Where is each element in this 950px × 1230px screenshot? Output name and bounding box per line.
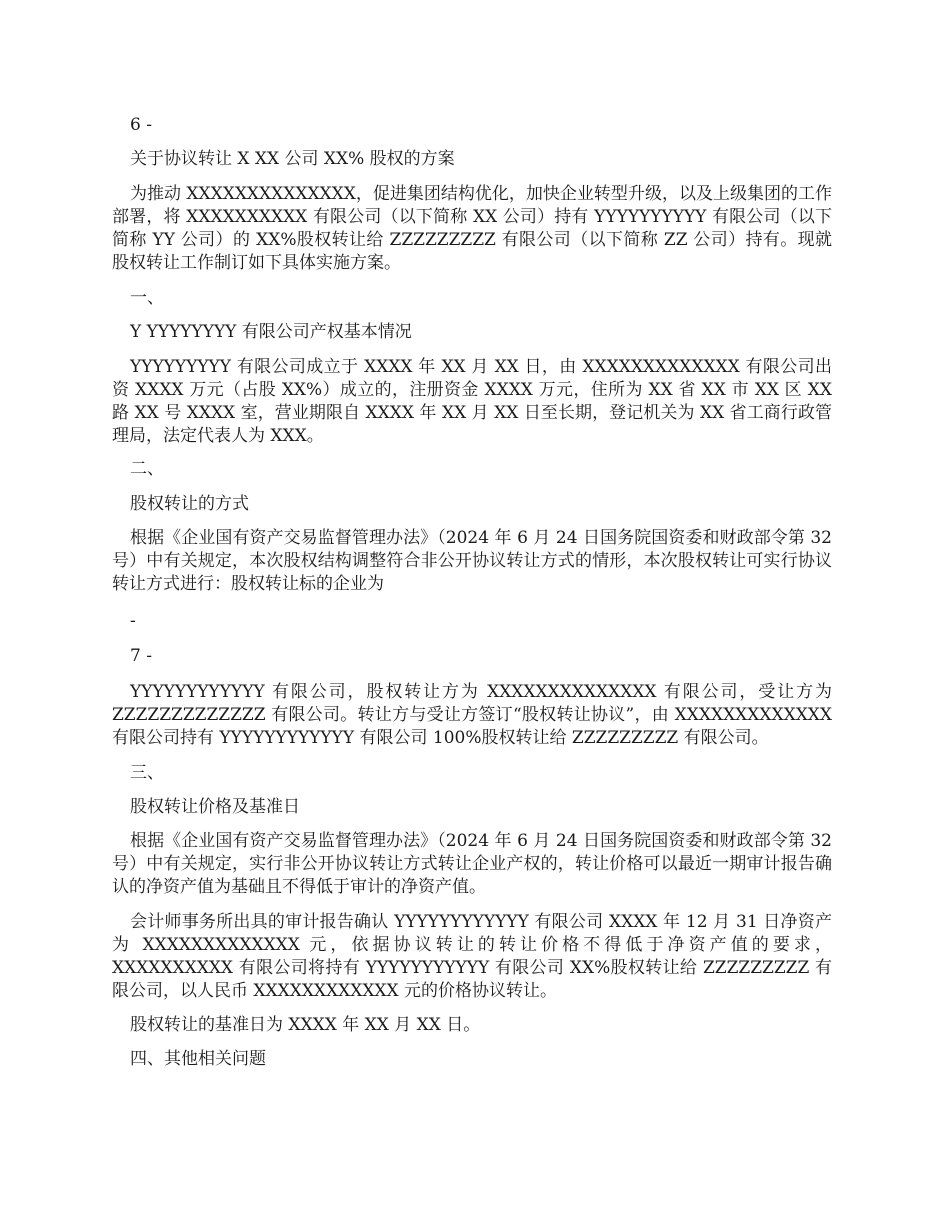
- document-title: 关于协议转让 X XX 公司 XX% 股权的方案: [130, 149, 455, 169]
- section-1-title: Y YYYYYYYY 有限公司产权基本情况: [130, 322, 412, 342]
- section-3-paragraph-2: 会计师事务所出具的审计报告确认 YYYYYYYYYYYY 有限公司 XXXX 年 12 月 31 日净资产为 XXXXXXXXXXXXX 元，依据协议转让的转让价格不得低于净资产值的要求，XXXXXXXXXX 有限公司将持有 YYYYYYYYYYY 有限公司 XX%股权转让给 ZZZZZZZZZ 有限公司，以人民币 XXXXXXXXXXXX 元的价格协议转让。: [112, 912, 832, 1001]
- section-3-title: 股权转让价格及基准日: [130, 797, 300, 817]
- page-number-marker: 7 -: [130, 646, 152, 666]
- section-2-body: 根据《企业国有资产交易监督管理办法》（2024 年 6 月 24 日国务院国资委和财政部令第 32 号）中有关规定，本次股权结构调整符合非公开协议转让方式的情形，本次股权转让可实行协议转让方式进行：股权转让标的企业为: [112, 528, 832, 594]
- section-2-number: 二、: [130, 459, 164, 479]
- section-1-number: 一、: [130, 288, 164, 308]
- section-3-paragraph-3: 股权转让的基准日为 XXXX 年 XX 月 XX 日。: [130, 1015, 481, 1035]
- section-3-number: 三、: [130, 763, 164, 783]
- section-3-paragraph-1: 根据《企业国有资产交易监督管理办法》（2024 年 6 月 24 日国务院国资委和财政部令第 32 号）中有关规定，实行非公开协议转让方式转让企业产权的，转让价格可以最近一期审计报告确认的净资产值为基础且不得低于审计的净资产值。: [112, 831, 832, 897]
- page-break-dash: -: [130, 611, 136, 631]
- section-4-heading: 四、其他相关问题: [130, 1049, 266, 1069]
- section-1-body: YYYYYYYYY 有限公司成立于 XXXX 年 XX 月 XX 日，由 XXXXXXXXXXXXX 有限公司出资 XXXX 万元（占股 XX%）成立的，注册资金 XXXX 万元，住所为 XX 省 XX 市 XX 区 XX 路 XX 号 XXXX 室，营业期限自 XXXX 年 XX 月 XX 日至长期，登记机关为 XX 省工商行政管理局，法定代表人为 XXX。: [112, 357, 832, 446]
- page-number-marker: 6 -: [130, 115, 152, 135]
- intro-paragraph: 为推动 XXXXXXXXXXXXXX，促进集团结构优化，加快企业转型升级，以及上级集团的工作部署，将 XXXXXXXXXX 有限公司（以下简称 XX 公司）持有 YYYYYYYYYY 有限公司（以下简称 YY 公司）的 XX%股权转让给 ZZZZZZZZZ 有限公司（以下简称 ZZ 公司）持有。现就股权转让工作制订如下具体实施方案。: [112, 184, 832, 273]
- section-2-title: 股权转让的方式: [130, 494, 249, 514]
- section-2-body-continued: YYYYYYYYYYYY 有限公司，股权转让方为 XXXXXXXXXXXXXX 有限公司，受让方为 ZZZZZZZZZZZZZ 有限公司。转让方与受让方签订“股权转让协议”，由 XXXXXXXXXXXXX 有限公司持有 YYYYYYYYYYYY 有限公司 100%股权转让给 ZZZZZZZZZ 有限公司。: [112, 682, 832, 748]
